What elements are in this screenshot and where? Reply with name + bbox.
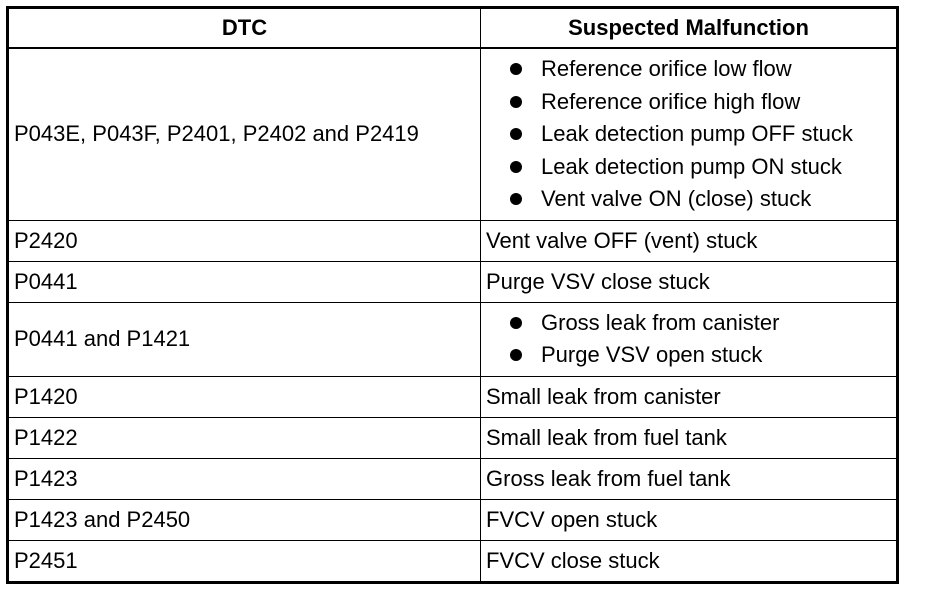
bullet-icon (510, 128, 522, 140)
list-item (506, 339, 896, 372)
dtc-cell: P2420 (8, 220, 481, 261)
malfunction-cell (481, 302, 898, 376)
dtc-cell: P1423 and P2450 (8, 499, 481, 540)
table-row (8, 458, 898, 499)
bullet-icon (510, 161, 522, 173)
malfunction-text: Purge VSV open stuck (541, 342, 763, 367)
malfunction-cell: Small leak from fuel tank (481, 417, 898, 458)
dtc-cell: P1422 (8, 417, 481, 458)
malfunction-cell: Purge VSV close stuck (481, 261, 898, 302)
table-row (8, 417, 898, 458)
dtc-cell: P0441 and P1421 (8, 302, 481, 376)
table-row (8, 499, 898, 540)
malfunction-text: Reference orifice low flow (541, 56, 792, 81)
table-row (8, 261, 898, 302)
malfunction-text: Gross leak from canister (541, 309, 780, 335)
dtc-cell: P1423 (8, 458, 481, 499)
bullet-icon (510, 63, 522, 75)
list-item (506, 53, 896, 86)
list-item (506, 118, 896, 151)
malfunction-cell: Small leak from canister (481, 376, 898, 417)
bullet-icon (510, 317, 522, 329)
malfunction-list (486, 49, 896, 220)
malfunction-text: Leak detection pump ON stuck (541, 153, 842, 179)
dtc-cell: P1420 (8, 376, 481, 417)
dtc-cell: P043E, P043F, P2401, P2402 and P2419 (8, 48, 481, 220)
table-row (8, 376, 898, 417)
malfunction-cell (481, 48, 898, 220)
dtc-table (6, 6, 899, 584)
bullet-icon (510, 96, 522, 108)
malfunction-cell: FVCV open stuck (481, 499, 898, 540)
table-row (8, 220, 898, 261)
bullet-icon (510, 193, 522, 205)
malfunction-cell: FVCV close stuck (481, 540, 898, 582)
malfunction-text: Leak detection pump OFF stuck (541, 121, 853, 146)
table-row (8, 540, 898, 582)
table-row (8, 302, 898, 376)
malfunction-text: Reference orifice high flow (541, 88, 801, 114)
list-item (506, 151, 896, 184)
bullet-icon (510, 349, 522, 361)
list-item (506, 86, 896, 119)
header-dtc: DTC (8, 8, 481, 49)
header-suspected-malfunction: Suspected Malfunction (481, 8, 898, 49)
list-item (506, 307, 896, 340)
table-row (8, 48, 898, 220)
table-header-row (8, 8, 898, 49)
malfunction-text: Vent valve ON (close) stuck (541, 186, 812, 211)
list-item (506, 183, 896, 216)
dtc-cell: P0441 (8, 261, 481, 302)
malfunction-list (486, 303, 896, 376)
malfunction-cell: Vent valve OFF (vent) stuck (481, 220, 898, 261)
dtc-cell: P2451 (8, 540, 481, 582)
malfunction-cell: Gross leak from fuel tank (481, 458, 898, 499)
